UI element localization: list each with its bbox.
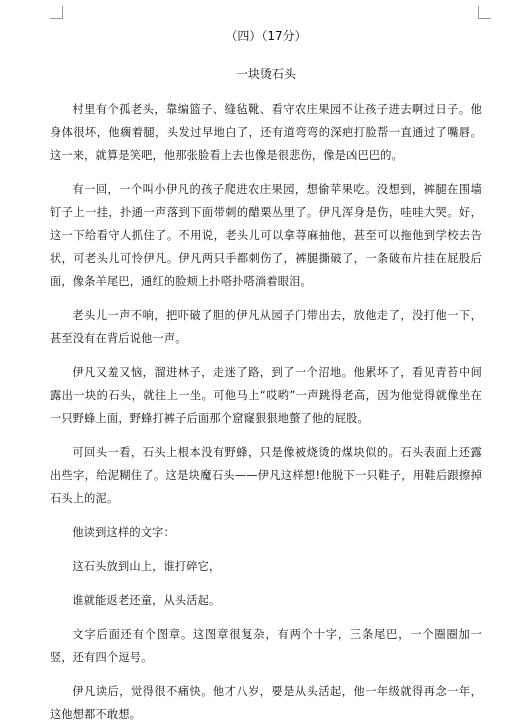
paragraph-6: 他读到这样的文字：	[72, 526, 175, 539]
paragraph-5: 可回头一看，石头上根本没有野蜂，只是像被烧烫的煤块似的。石头表面上还露出些字，给泥糊住了。这是块魔石头——伊凡这样想!他脱下一只鞋子，用鞋后跟擦掉石头上的泥。	[50, 446, 482, 505]
paragraph-9: 文字后面还有个图章。这图章很复杂，有两个十字，三条尾巴，一个圈圈加一竖，还有四个逗号。	[50, 628, 482, 664]
paragraph-8: 谁就能返老还童，从头活起。	[72, 594, 221, 607]
paragraph-1: 村里有个孤老头，靠编篮子、缝毡靴、看守农庄果园不让孩子进去啊过日子。他身体很坏，他瘸着腿，头发过早地白了，还有道弯弯的深疤打脸帮一直通过了嘴唇。这一来，就算是笑吧，他那张脸看上去也像是很悲伤，像是凶巴巴的。	[50, 103, 482, 162]
document-page	[50, 28, 482, 726]
paragraph-3: 老头儿一声不响，把吓破了胆的伊凡从园子门带出去，放他走了，没打他一下，甚至没有在背后说他一声。	[50, 309, 482, 345]
paragraph-2: 有一回，一个叫小伊凡的孩子爬进农庄果园，想偷苹果吃。没想到，裤腿在围墙钉子上一挂，扑通一声落到下面带刺的醋栗丛里了。伊凡浑身是伤，哇哇大哭。好，这一下给看守人抓住了。不用说，老头儿可以拿荨麻抽他，甚至可以拖他到学校去告状，可老头儿可怜伊凡。伊凡两只手都刺伤了，裤腿撕破了，一条破布片挂在屁股后面，像条羊尾巴，通红的脸颊上扑嗒扑嗒淌着眼泪。	[50, 183, 482, 288]
page-corner-mark-left	[50, 6, 63, 19]
paragraph-10: 伊凡读后，觉得很不痛快。他才八岁，要是从头活起，他一年级就得再念一年，这他想都不敢想。	[50, 685, 482, 721]
paragraph-4: 伊凡又羞又恼，溜进林子，走迷了路，到了一个沼地。他累坏了，看见青苔中间露出一块的石头，就往上一坐。可他马上“哎哟”一声跳得老高，因为他觉得就像坐在一只野蜂上面，野蜂打裤子后面那个窟窿狠狠地螫了他的屁股。	[50, 366, 482, 425]
story-title: 一块烫石头	[235, 67, 296, 81]
page-corner-mark-right	[478, 6, 491, 19]
section-heading: （四）（17分）	[225, 29, 307, 43]
paragraph-7: 这石头放到山上，谁打碎它，	[72, 560, 221, 573]
